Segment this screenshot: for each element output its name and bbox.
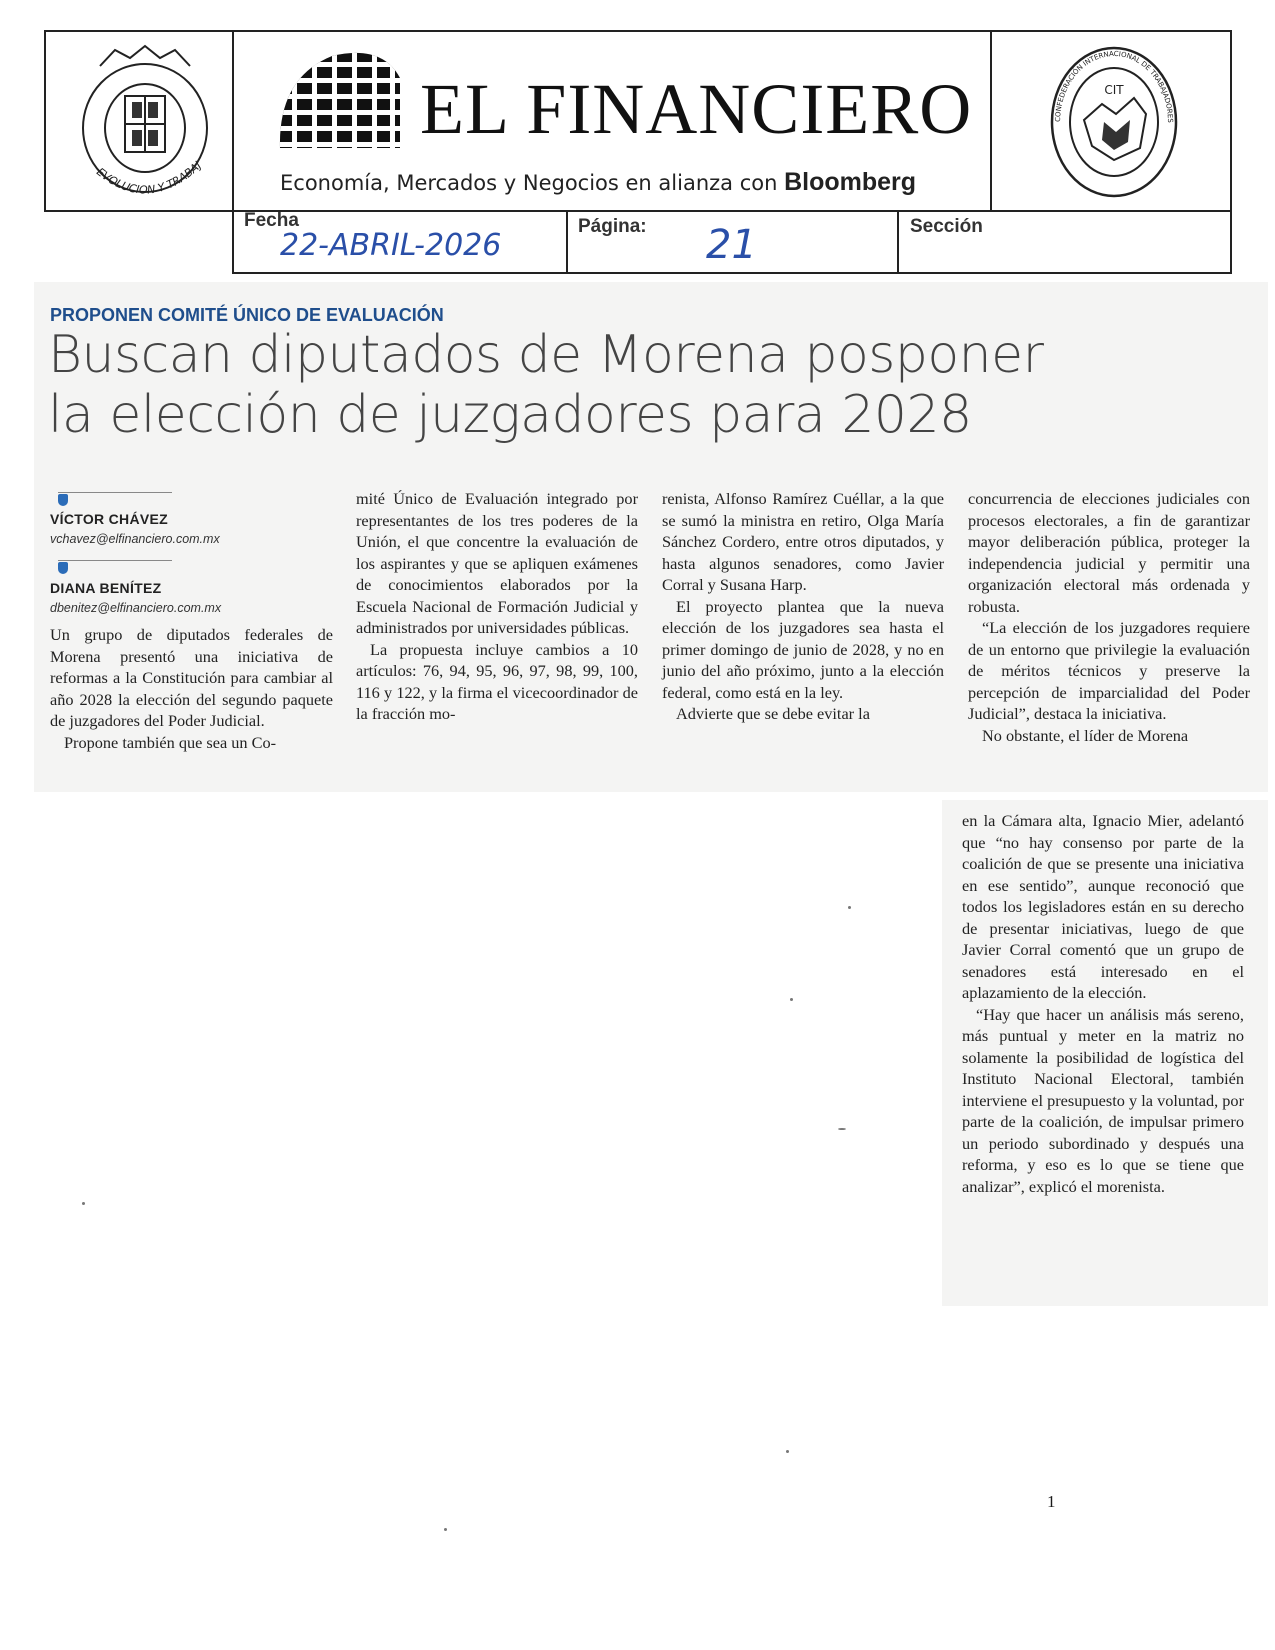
article-kicker: PROPONEN COMITÉ ÚNICO DE EVALUACIÓN: [50, 305, 444, 325]
byline-marker-icon: [58, 494, 68, 506]
article-headline: [48, 325, 1248, 445]
page-number: 1: [1047, 1492, 1056, 1511]
globe-logo: [272, 48, 402, 154]
paragraph: “La elección de los juzgadores requiere de un entorno que privilegie la evaluación de méritos técnicos y preserve la percepción de imparcialidad del Poder Judicial”, destaca la iniciativa.: [968, 618, 1250, 723]
publication-name: EL FINANCIERO: [420, 69, 973, 149]
byline-marker-icon: [58, 562, 68, 574]
scan-speck: [848, 906, 851, 909]
pagina-value: 21: [706, 222, 757, 268]
paragraph: Advierte que se debe evitar la: [676, 704, 870, 723]
article-column-5: [962, 810, 1244, 1197]
author-name: VÍCTOR CHÁVEZ: [50, 511, 168, 527]
scan-speck: [790, 998, 793, 1001]
fecha-label: Fecha: [244, 210, 299, 231]
paragraph: Un grupo de diputados federales de Morena presentó una iniciativa de reformas a la Constitución para cambiar al año 2028 la elección del segundo paquete de juzgadores del Poder Judicial.: [50, 625, 333, 730]
union-seal-logo: [70, 36, 220, 206]
article-column-3: [662, 488, 944, 725]
paragraph: renista, Alfonso Ramírez Cuéllar, a la que se sumó la ministra en retiro, Olga María Sánchez Cordero, entre otros diputados, y hasta algunos senadores, como Javier Corral y Susana Harp.: [662, 489, 944, 594]
paragraph: concurrencia de elecciones judiciales con procesos electorales, a fin de garantizar mayor deliberación pública, proteger la independencia judicial y permitir una organización electoral más ordenada y robusta.: [968, 489, 1250, 616]
paragraph: mité Único de Evaluación integrado por representantes de los tres poderes de la Unión, el que concentre la evaluación de los aspirantes y que se apliquen exámenes de conocimientos elaborados por la Escuela Nacional de Formación Judicial y administrados por universidades públicas.: [356, 489, 638, 637]
scan-speck: [444, 1528, 447, 1531]
author-email: vchavez@elfinanciero.com.mx: [50, 532, 220, 546]
paragraph: El proyecto plantea que la nueva elección de los juzgadores sea hasta el primer domingo de junio de 2028, y no en junio del año próximo, junto a la elección federal, como está en la ley.: [662, 596, 944, 702]
union-seal-icon: [70, 36, 220, 206]
scan-speck: [838, 1128, 846, 1130]
pagina-label: Página:: [578, 216, 647, 237]
article-column-2: [356, 488, 638, 725]
paragraph: “Hay que hacer un análisis más sereno, más puntual y meter en la matriz no solamente la posibilidad de logística del Instituto Nacional Electoral, también interviene el presupuesto y la voluntad, por parte de la coalición, de impulsar primero un periodo subordinado y después una reforma, y eso es lo que se tiene que analizar”, explicó el morenista.: [962, 1004, 1244, 1196]
scan-speck: [786, 1450, 789, 1453]
scan-speck: [82, 1202, 85, 1205]
union-seal-text: EVOLUCION Y TRABAJ: [93, 158, 204, 197]
headline-line-2: la elección de juzgadores para 2028: [48, 385, 972, 445]
author-name: DIANA BENÍTEZ: [50, 580, 162, 596]
tagline-text: Economía, Mercados y Negocios en alianza con: [280, 171, 778, 195]
cit-seal-text: CIT: [1104, 83, 1124, 97]
paragraph: No obstante, el líder de Morena: [982, 725, 1189, 745]
fecha-value: 22-ABRIL-2026: [280, 228, 502, 263]
bloomberg-wordmark: Bloomberg: [784, 168, 917, 196]
globe-icon: [272, 48, 402, 154]
publication-tagline: [280, 168, 916, 197]
cit-seal-logo: [1044, 42, 1184, 202]
article-column-4: [968, 488, 1250, 746]
paragraph: La propuesta incluye cambios a 10 artículos: 76, 94, 95, 96, 97, 98, 99, 100, 116 y 122, y la firma el vicecoordinador de la fracción mo-: [356, 639, 638, 723]
seccion-label: Sección: [910, 216, 983, 237]
byline-rule: [58, 492, 172, 493]
author-email: dbenitez@elfinanciero.com.mx: [50, 601, 222, 615]
byline-rule: [58, 560, 172, 561]
headline-line-1: Buscan diputados de Morena posponer: [48, 325, 1044, 385]
cit-seal-icon: [1044, 42, 1184, 202]
article-column-1: [50, 624, 333, 753]
paragraph: en la Cámara alta, Ignacio Mier, adelantó que “no hay consenso por parte de la coalición de que se presente una iniciativa en ese sentido”, aunque reconoció que todos los legisladores están en su derecho de presentar iniciativas, luego de que Javier Corral comentó que un grupo de senadores está interesado en el aplazamiento de la elección.: [962, 811, 1244, 1002]
cit-ring-text: CONFEDERACIÓN INTERNACIONAL DE TRABAJADORES: [1053, 49, 1175, 123]
paragraph: Propone también que sea un Co-: [64, 732, 277, 752]
